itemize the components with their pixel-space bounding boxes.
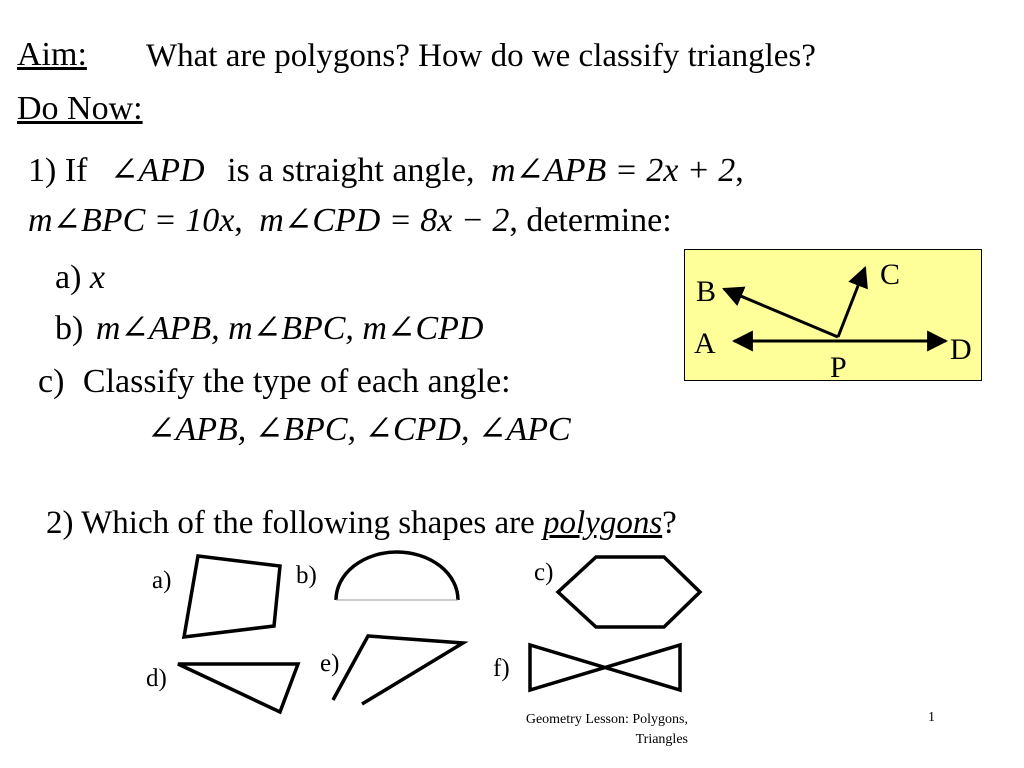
q1-angle-apd: ∠APD xyxy=(109,152,205,189)
q1-determine: , determine: xyxy=(509,202,672,239)
do-now-label: Do Now: xyxy=(17,90,143,127)
q1-eq-cpd: m∠CPD = 8x − 2 xyxy=(259,202,510,239)
footer-title xyxy=(458,710,688,750)
q1-b-text: m∠APB, m∠BPC, m∠CPD xyxy=(95,310,484,347)
angle-diagram-svg xyxy=(684,249,982,381)
q1-c-angles: ∠APB, ∠BPC, ∠CPD, ∠APC xyxy=(147,411,571,448)
shape-c-hexagon xyxy=(558,557,700,627)
label-b: B xyxy=(696,275,717,308)
q1-c-text: Classify the type of each angle: xyxy=(82,363,511,400)
shape-label-d: d) xyxy=(146,665,167,692)
q1-prefix: 1) If xyxy=(28,152,88,189)
q2-prompt xyxy=(46,505,677,542)
aim-text: What are polygons? How do we classify triangles? xyxy=(146,38,816,74)
shape-label-a: a) xyxy=(152,567,172,594)
shape-label-b: b) xyxy=(296,562,317,589)
q1-eq-bpc: m∠BPC = 10x xyxy=(28,202,235,239)
shape-label-f: f) xyxy=(493,655,510,682)
shape-e-open-figure xyxy=(333,636,463,704)
label-c: C xyxy=(880,258,901,291)
page-number: 1 xyxy=(928,710,935,725)
shape-a-quadrilateral xyxy=(184,556,280,637)
q1-b-label: b) xyxy=(55,310,84,347)
q2-prefix: 2) Which of the following shapes are xyxy=(46,505,543,541)
shape-label-c: c) xyxy=(534,559,554,586)
q1-c xyxy=(38,362,511,402)
q2-keyword: polygons xyxy=(543,505,663,541)
label-d: D xyxy=(950,333,972,366)
q1-eq-apb: m∠APB = 2x + 2 xyxy=(490,152,736,189)
q1-line1 xyxy=(28,151,744,191)
footer-line-2: Triangles xyxy=(635,732,688,747)
shapes-figure xyxy=(0,540,720,720)
q1-c-label: c) xyxy=(38,363,65,400)
shape-b-semicircle xyxy=(336,552,458,600)
q1-mid: is a straight angle, xyxy=(227,152,475,189)
q2-suffix: ? xyxy=(662,505,677,541)
q1-b xyxy=(55,309,483,349)
shape-f-bowtie xyxy=(530,645,680,690)
aim-label: Aim: xyxy=(17,36,87,73)
label-a: A xyxy=(694,327,716,360)
shape-d-triangle xyxy=(178,664,298,712)
shape-label-e: e) xyxy=(320,650,340,677)
q1-comma: , xyxy=(735,152,744,189)
q1-comma-2: , xyxy=(234,202,243,239)
q1-a-label: a) xyxy=(55,259,82,296)
q1-a-text: x xyxy=(89,259,106,296)
angle-diagram xyxy=(684,249,982,381)
q1-line2 xyxy=(28,201,672,241)
q1-a xyxy=(55,258,105,298)
footer-line-1: Geometry Lesson: Polygons, xyxy=(525,712,688,727)
label-p: P xyxy=(830,351,847,381)
